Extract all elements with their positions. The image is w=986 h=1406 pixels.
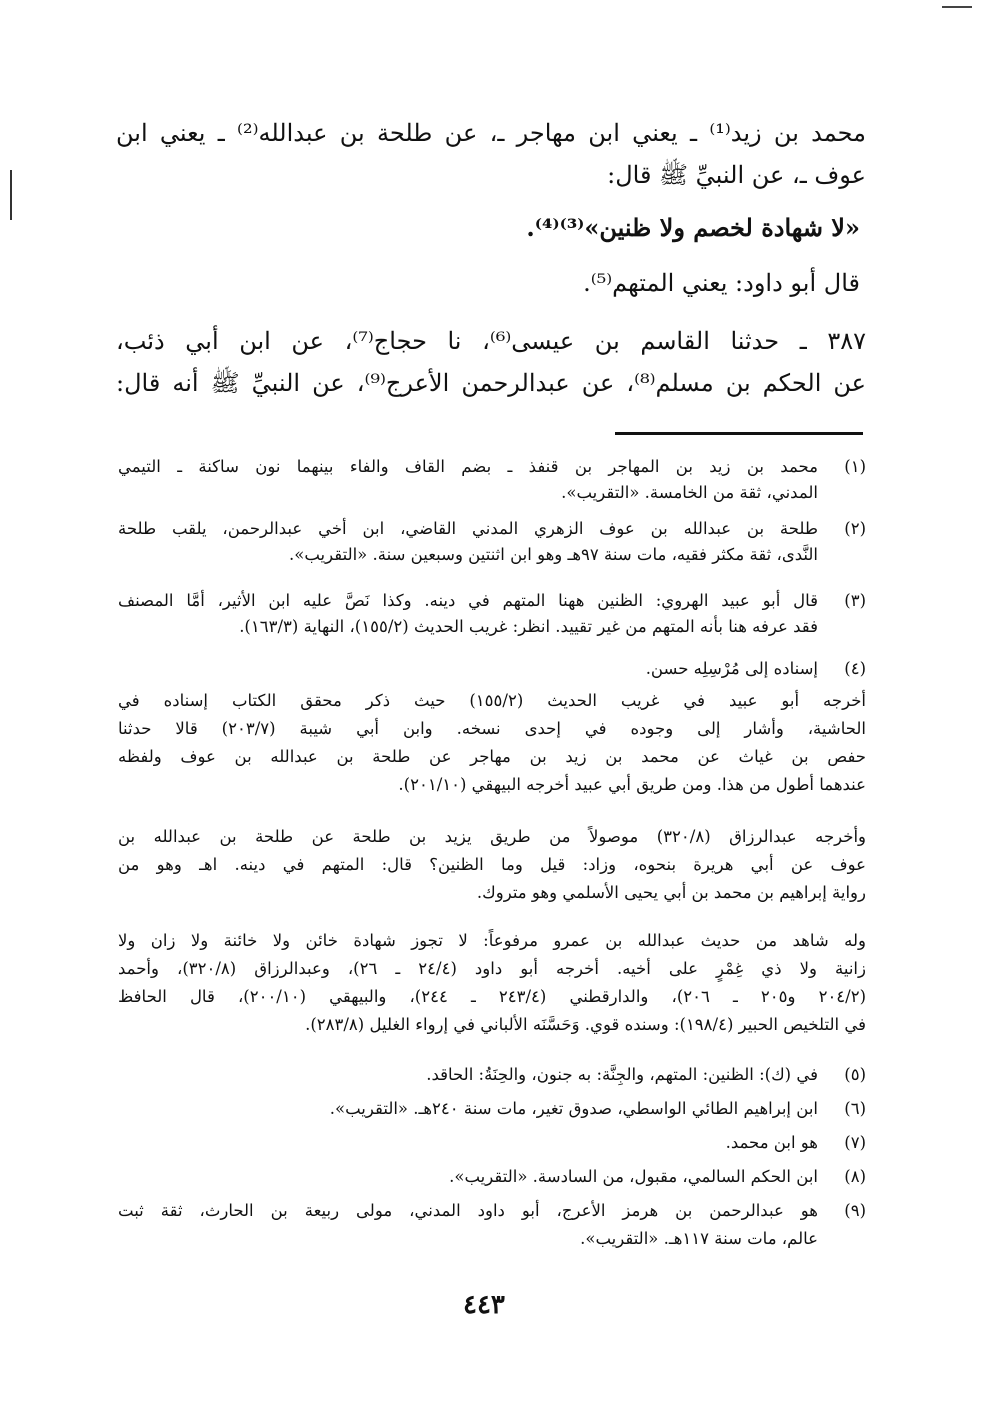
footnote-line: هو ابن محمد. [725,1133,818,1152]
footnote-line: رواية إبراهيم بن محمد بن أبي يحيى الأسلمي وهو متروك. [476,883,866,902]
footnote-line: في (ك): الظنين: المتهم، والجِنَّة: به جنون، والحِنَةُ: الحاقد. [426,1065,818,1084]
footnote-number: (٣) [844,591,866,610]
footnote-line: وأخرجه عبدالرزاق (٣٢٠/٨) موصولاً من طريق يزيد بن طلحة عن طلحة بن عبدالله بن [118,827,866,846]
main-line: عن الحكم بن مسلم⁽⁸⁾، عن عبدالرحمن الأعرج⁽⁹⁾، عن النبيِّ ﷺ أنه قال: [116,369,866,397]
footnote-line: زانية ولا ذي غِمْرٍ على أخيه. أخرجه أبو داود (٢٤/٤ ـ ٢٦)، وعبدالرزاق (٣٢٠/٨)، وأحمد [118,959,866,978]
footnote-line: في التلخيص الحبير (١٩٨/٤): وسنده قوي. وَحَسَّنَه الألباني في إرواء الغليل (٢٨٣/٨). [305,1015,866,1034]
margin-mark [10,170,12,220]
footnote-number: (٥) [844,1065,866,1084]
main-line: عوف ـ، عن النبيِّ ﷺ قال: [607,161,866,189]
footnote-line: إسناده إلى مُرْسِلِه حسن. [645,659,818,678]
footnote-number: (٩) [844,1201,866,1220]
main-line: محمد بن زيد⁽¹⁾ ـ يعني ابن مهاجر ـ، عن طلحة بن عبدالله⁽²⁾ ـ يعني ابن [116,119,866,147]
footnote-number: (٨) [844,1167,866,1186]
footnote-separator [615,432,863,435]
page-number: ٤٤٣ [463,1290,505,1320]
footnote-number: (٧) [844,1133,866,1152]
footnote-line: حفص بن غياث عن محمد بن زيد بن مهاجر عن طلحة بن عبدالله بن عوف ولفظه [118,747,866,766]
footnote-number: (١) [844,457,866,476]
corner-mark [942,6,972,8]
footnote-line: عندهما أطول من هذا. ومن طريق أبي عبيد أخرجه البيهقي (٢٠١/١٠). [398,775,866,794]
footnote-line: عالم، مات سنة ١١٧هـ. «التقريب». [580,1229,818,1248]
footnote-line: قال أبو عبيد الهروي: الظنين ههنا المتهم في دينه. وكذا نَصَّ عليه ابن الأثير، أمَّا المصنف [118,591,818,610]
main-line: قال أبو داود: يعني المتهم⁽⁵⁾. [583,269,860,297]
footnote-line: (٢٠٤/٢ و٢٠٥ ـ ٢٠٦)، والدارقطني (٢٤٣/٤ ـ ٢٤٤)، والبيهقي (٢٠٠/١٠)، قال الحافظ [118,987,867,1006]
footnote-line: ابن إبراهيم الطائي الواسطي، صدوق تغير، مات سنة ٢٤٠هـ. «التقريب». [329,1099,818,1118]
footnote-line: المدني، ثقة من الخامسة. «التقريب». [561,483,818,502]
footnote-line: محمد بن زيد بن المهاجر بن قنفذ ـ بضم القاف والفاء بينهما نون ساكنة ـ التيمي [118,457,818,476]
footnote-line: ابن الحكم السالمي، مقبول، من السادسة. «التقريب». [449,1167,818,1186]
footnote-line: أخرجه أبو عبيد في غريب الحديث (١٥٥/٢) حيث ذكر محقق الكتاب إسناده في [118,691,866,710]
footnote-line: عوف عن أبي هريرة بنحوه، وزاد: قيل وما الظنين؟ قال: المتهم في دينه. اهـ وهو من [118,855,866,874]
footnote-number: (٦) [844,1099,866,1118]
footnote-line: وله شاهد من حديث عبدالله بن عمرو مرفوعاً: لا تجوز شهادة خائن ولا خائنة ولا زان ولا [118,931,866,950]
footnote-number: (٤) [844,659,866,678]
footnote-line: طلحة بن عبدالله بن عوف الزهري المدني القاضي، ابن أخي عبدالرحمن، يلقب طلحة [118,519,818,538]
hadith-387-line: ٣٨٧ ـ حدثنا القاسم بن عيسى⁽⁶⁾، نا حجاج⁽⁷⁾، عن ابن أبي ذئب، [116,327,866,355]
footnote-line: النَّدى، ثقة مكثر فقيه، مات سنة ٩٧هـ وهو ابن اثنتين وسبعين سنة. «التقريب». [289,545,818,564]
hadith-quote: «لا شهادة لخصم ولا ظنين»⁽³⁾⁽⁴⁾. [526,213,860,242]
footnote-number: (٢) [844,519,866,538]
footnote-line: فقد عرفه هنا بأنه المتهم من غير تقييد. انظر: غريب الحديث (١٥٥/٢)، النهاية (١٦٣/٣). [239,617,818,636]
footnote-line: هو عبدالرحمن بن هرمز الأعرج، أبو داود المدني، مولى ربيعة بن الحارث، ثقة ثبت [118,1201,818,1220]
footnote-line: الحاشية، وأشار إلى وجوده في إحدى نسخه. وابن أبي شيبة (٢٠٣/٧) قالا حدثنا [118,719,866,738]
